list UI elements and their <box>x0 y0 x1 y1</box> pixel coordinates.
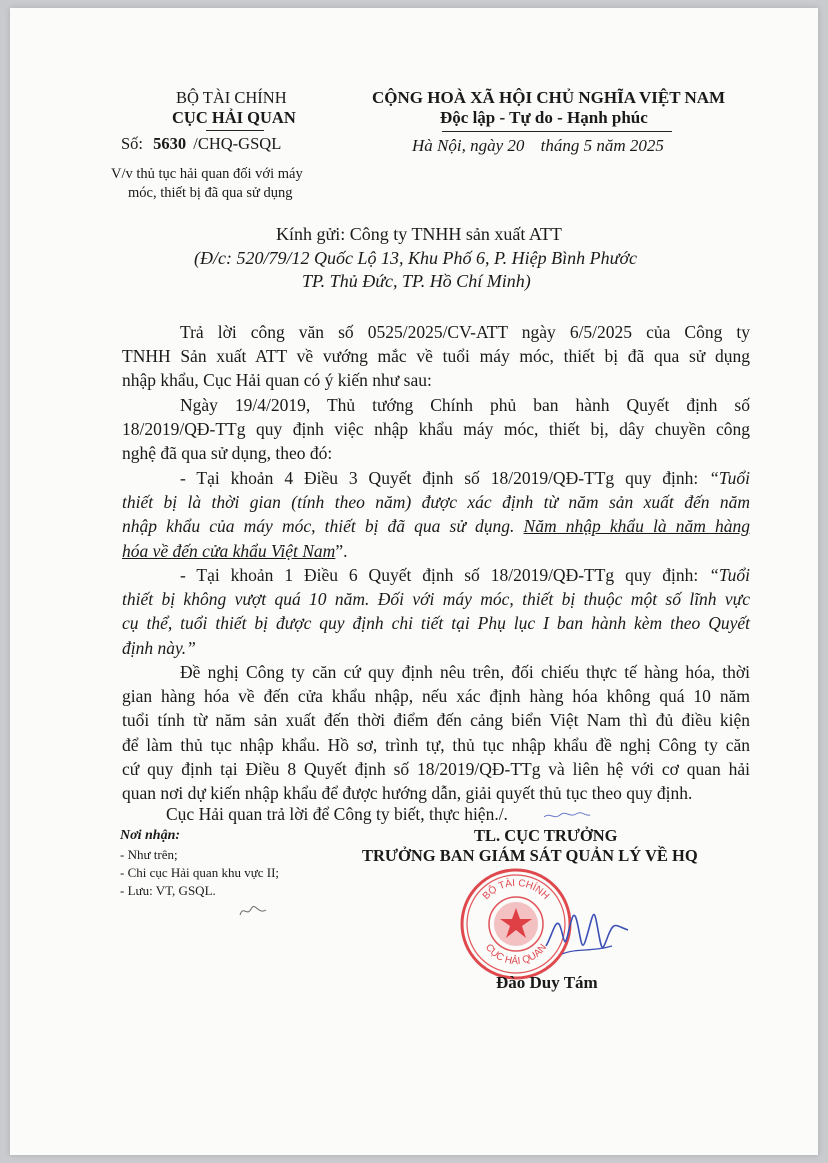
subject-line-2: móc, thiết bị đã qua sử dụng <box>128 185 293 201</box>
subject-line-1: V/v thủ tục hải quan đối với máy <box>111 166 303 182</box>
p5-line: cứ quy định tại Điều 8 Quyết định số 18/2019/QĐ-TTg và liên hệ với cơ quan hải <box>122 758 750 779</box>
recipient-item: - Lưu: VT, GSQL. <box>120 883 216 898</box>
p3-line-1 <box>122 466 750 490</box>
p3-line-2: thiết bị là thời gian (tính theo năm) được xác định từ năm sản xuất đến năm <box>122 492 750 513</box>
number-label: Số: <box>121 134 144 153</box>
paragraph-decision <box>122 393 750 466</box>
paragraph-proposal <box>122 660 750 805</box>
motto-underline <box>442 131 672 132</box>
recipients-title: Nơi nhận: <box>120 828 181 843</box>
p3-intro: - Tại khoản 4 Điều 3 Quyết định số 18/2019/QĐ-TTg quy định: <box>180 468 699 488</box>
ministry-name: BỘ TÀI CHÍNH <box>176 88 287 107</box>
signature-position: TRƯỞNG BAN GIÁM SÁT QUẢN LÝ VỀ HQ <box>362 846 698 865</box>
paragraph-article-3 <box>122 466 750 563</box>
closing-line: Cục Hải quan trả lời để Công ty biết, thực hiện./. <box>166 804 508 824</box>
date-month-year: tháng 5 năm 2025 <box>540 136 664 155</box>
initials-mark <box>238 903 268 919</box>
p1-line: Trả lời công văn số 0525/2025/CV-ATT ngày 6/5/2025 của Công ty <box>180 322 750 342</box>
p3-quote-start: “Tuổi <box>709 468 750 488</box>
p4-intro: - Tại khoản 1 Điều 6 Quyết định số 18/2019/QĐ-TTg quy định: <box>180 565 699 585</box>
recipient-address-1: (Đ/c: 520/79/12 Quốc Lộ 13, Khu Phố 6, P. Hiệp Bình Phước <box>194 248 638 268</box>
p2-line: Ngày 19/4/2019, Thủ tướng Chính phủ ban hành Quyết định số <box>180 395 750 415</box>
p4-line: thiết bị không vượt quá 10 năm. Đối với máy móc, thiết bị thuộc một số lĩnh vực <box>122 589 750 610</box>
paragraph-reply <box>122 320 750 393</box>
p4-line: định này.” <box>122 637 196 658</box>
recipient-line-1: Kính gửi: Công ty TNHH sản xuất ATT <box>276 224 562 244</box>
document-page <box>10 8 818 1155</box>
p5-line: để làm thủ tục nhập khẩu. Hồ sơ, trình tự, thủ tục nhập khẩu đề nghị Công ty căn <box>122 734 750 755</box>
p5-line: Đề nghị Công ty căn cứ quy định nêu trên, đối chiếu thực tế hàng hóa, thời <box>180 662 750 682</box>
nation-title: CỘNG HOÀ XÃ HỘI CHỦ NGHĨA VIỆT NAM <box>372 88 726 107</box>
recipient-address-2: TP. Thủ Đức, TP. Hồ Chí Minh) <box>302 271 531 291</box>
p4-quote-start: “Tuổi <box>709 565 750 585</box>
p4-line: cụ thể, tuổi thiết bị được quy định chi tiết tại Phụ lục I ban hành kèm theo Quyết <box>122 613 750 634</box>
signer-name: Đào Duy Tám <box>496 973 598 992</box>
p5-line: gian hàng hóa về đến cửa khẩu nhập, nếu xác định hàng hóa không quá 10 năm <box>122 686 750 707</box>
handwritten-signature <box>542 896 632 966</box>
date-place <box>412 136 664 156</box>
recipient-item: - Như trên; <box>120 847 178 862</box>
number-suffix: /CHQ-GSQL <box>193 134 282 153</box>
number-value: 5630 <box>153 134 187 153</box>
p3-line-3 <box>122 514 750 538</box>
recipient-item: - Chi cục Hải quan khu vực II; <box>120 865 280 880</box>
svg-text:BỘ TÀI CHÍNH <box>481 876 551 902</box>
p3-underlined-2: hóa về đến cửa khẩu Việt Nam <box>122 540 336 561</box>
paragraph-article-6 <box>122 563 750 660</box>
department-name: CỤC HẢI QUAN <box>172 108 296 127</box>
seal-top-text: BỘ TÀI CHÍNH <box>480 877 552 902</box>
p4-line-1 <box>122 563 750 587</box>
p3-line-4 <box>122 539 750 563</box>
p1-line: TNHH Sản xuất ATT về vướng mắc về tuổi máy móc, thiết bị đã qua sử dụng <box>122 346 750 367</box>
motto: Độc lập - Tự do - Hạnh phúc <box>440 108 648 127</box>
p2-line: nghệ đã qua sử dụng, theo đó: <box>122 443 333 464</box>
p3-quote-end: ”. <box>335 540 348 561</box>
p5-line: quan nơi dự kiến nhập khẩu để được hướng dẫn, giải quyết thủ tục theo quy định. <box>122 783 693 804</box>
seal-bottom-text: CỤC HẢI QUAN <box>482 942 550 968</box>
document-number <box>121 134 281 154</box>
date-day: Hà Nội, ngày 20 <box>412 136 525 155</box>
p2-line: 18/2019/QĐ-TTg quy định việc nhập khẩu máy móc, thiết bị, dây chuyền công <box>122 419 750 440</box>
signature-title: TL. CỤC TRƯỞNG <box>474 826 618 845</box>
p5-line: tuổi tính từ năm sản xuất đến thời điểm đến cảng biển Việt Nam thì đủ điều kiện <box>122 710 750 731</box>
department-underline <box>206 130 264 131</box>
p3-quote-mid: nhập khẩu của máy móc, thiết bị đã qua sử dụng. <box>122 516 515 537</box>
p3-underlined-1: Năm nhập khẩu là năm hàng <box>523 516 750 537</box>
p1-line: nhập khẩu, Cục Hải quan có ý kiến như sau: <box>122 370 432 391</box>
initials-mark <box>542 808 592 822</box>
